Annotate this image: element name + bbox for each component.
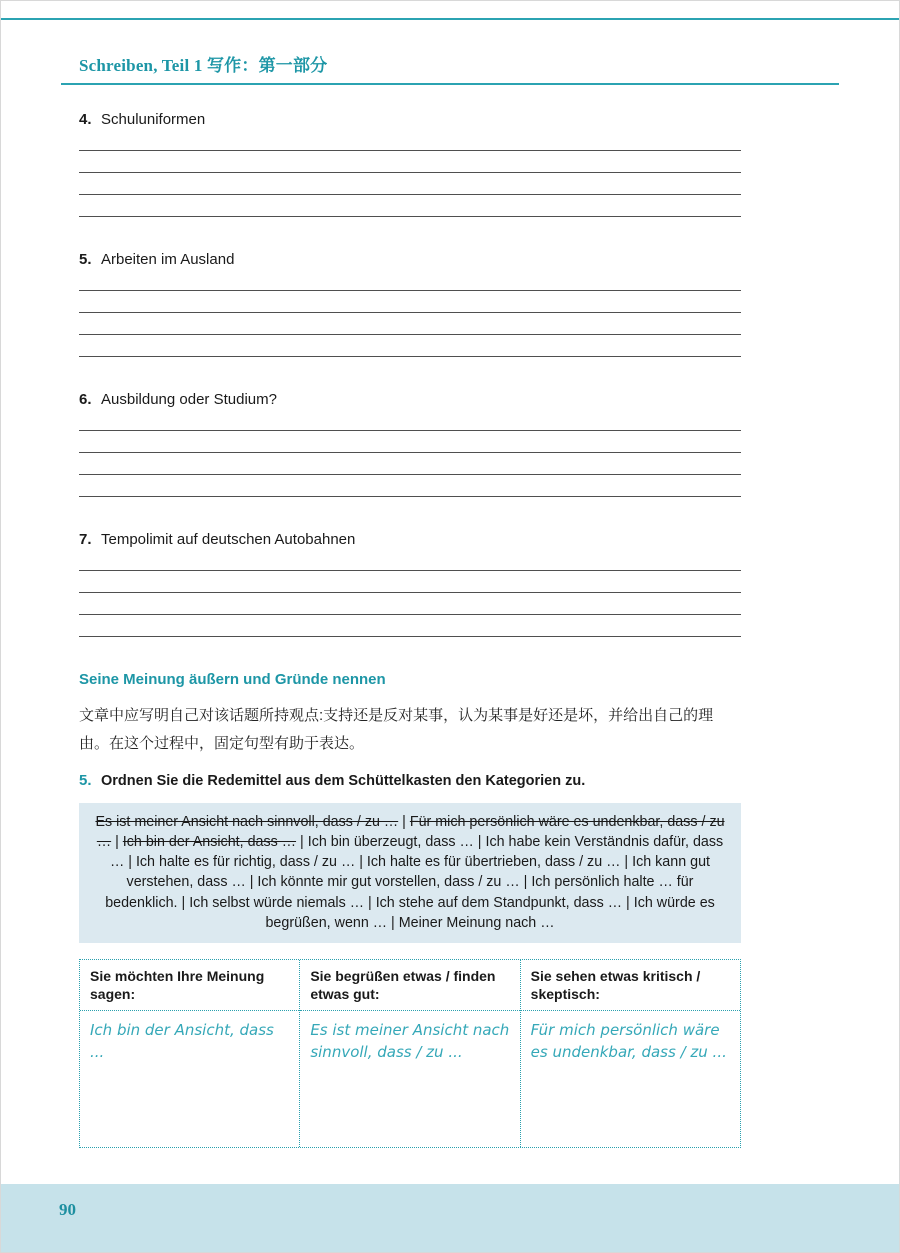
- redemittel-phrase: Ich bin überzeugt, dass …: [307, 833, 474, 850]
- redemittel-phrase: Ich selbst würde niemals …: [189, 894, 365, 911]
- topic-block: [79, 111, 741, 217]
- opinion-section-heading: Seine Meinung äußern und Gründe nennen: [79, 671, 386, 688]
- writing-line: [79, 173, 741, 195]
- page-header: [1, 1, 899, 85]
- chinese-intro-text: 文章中应写明自己对该话题所持观点:支持还是反对某事，认为某事是好还是坏，并给出自己的理由。在这个过程中，固定句型有助于表达。: [79, 707, 714, 752]
- phrase-separator: |: [622, 894, 634, 911]
- phrase-separator: |: [245, 874, 258, 891]
- topic-title: Schuluniformen: [101, 111, 206, 128]
- top-rule: [1, 18, 899, 20]
- writing-line: [79, 269, 741, 291]
- writing-lines: [79, 409, 741, 497]
- topic-block: [79, 531, 741, 637]
- topic-title: Arbeiten im Ausland: [101, 251, 235, 268]
- phrase-separator: |: [111, 833, 123, 850]
- topic-number: 4.: [79, 111, 92, 128]
- topic-label: [79, 111, 741, 129]
- topic-number: 5.: [79, 251, 92, 268]
- category-answer: Für mich persönlich wäre es undenkbar, dass / zu ...: [530, 1020, 727, 1062]
- writing-line: [79, 151, 741, 173]
- category-header: Sie sehen etwas kritisch / skeptisch:: [521, 960, 740, 1010]
- header-underline: [61, 83, 839, 85]
- topics: [79, 111, 741, 637]
- writing-line: [79, 615, 741, 637]
- category-answer: Es ist meiner Ansicht nach sinnvoll, dass / zu ...: [310, 1020, 510, 1062]
- exercise-instruction: Ordnen Sie die Redemittel aus dem Schüttelkasten den Kategorien zu.: [101, 772, 586, 789]
- topic-number: 6.: [79, 391, 92, 408]
- phrase-separator: |: [398, 813, 410, 830]
- section-title: Schreiben, Teil 1 写作：第一部分: [79, 56, 328, 75]
- redemittel-phrase: Ich halte es für richtig, dass / zu …: [135, 854, 356, 871]
- topic-block: [79, 391, 741, 497]
- phrase-separator: |: [355, 854, 367, 871]
- page-content: [79, 111, 741, 1148]
- redemittel-phrase: Ich stehe auf dem Standpunkt, dass …: [375, 894, 623, 911]
- redemittel-phrase: Meiner Meinung nach …: [398, 914, 555, 931]
- page-number: 90: [59, 1200, 76, 1219]
- writing-line: [79, 291, 741, 313]
- footer-band: [1, 1184, 899, 1252]
- topic-title: Tempolimit auf deutschen Autobahnen: [101, 531, 356, 548]
- category-column: [80, 960, 299, 1146]
- phrase-separator: |: [473, 833, 486, 850]
- redemittel-phrase: Ich würde es begrüßen, wenn …: [265, 894, 715, 931]
- redemittel-phrase: Ich persönlich halte … für bedenklich.: [105, 874, 694, 911]
- phrase-separator: |: [519, 874, 532, 891]
- writing-line: [79, 549, 741, 571]
- writing-line: [79, 195, 741, 217]
- writing-lines: [79, 549, 741, 637]
- writing-line: [79, 431, 741, 453]
- writing-line: [79, 453, 741, 475]
- category-column: [299, 960, 519, 1146]
- category-table: [79, 959, 741, 1147]
- phrase-separator: |: [364, 894, 376, 911]
- topic-block: [79, 251, 741, 357]
- writing-line: [79, 129, 741, 151]
- writing-lines: [79, 269, 741, 357]
- phrase-separator: |: [124, 854, 136, 871]
- writing-line: [79, 475, 741, 497]
- redemittel-phrase: Ich kann gut verstehen, dass …: [126, 854, 711, 891]
- writing-line: [79, 313, 741, 335]
- redemittel-phrase: Ich bin der Ansicht, dass …: [122, 833, 297, 850]
- topic-label: [79, 531, 741, 549]
- writing-lines: [79, 129, 741, 217]
- phrase-separator: |: [387, 914, 399, 931]
- topic-title: Ausbildung oder Studium?: [101, 391, 277, 408]
- exercise-instruction-row: [79, 772, 741, 789]
- topic-label: [79, 391, 741, 409]
- writing-line: [79, 335, 741, 357]
- redemittel-phrase: Ich halte es für übertrieben, dass / zu …: [366, 854, 621, 871]
- category-answer: Ich bin der Ansicht, dass ...: [90, 1020, 274, 1062]
- redemittel-phrase: Ich habe kein Verständnis dafür, dass …: [109, 833, 724, 871]
- phrase-separator: |: [620, 854, 633, 871]
- category-header: Sie möchten Ihre Meinung sagen:: [80, 960, 299, 1010]
- writing-line: [79, 571, 741, 593]
- redemittel-phrase: Es ist meiner Ansicht nach sinnvoll, dass / zu …: [95, 813, 399, 830]
- topic-number: 7.: [79, 531, 92, 548]
- exercise-number: 5.: [79, 771, 92, 789]
- phrase-separator: |: [177, 894, 190, 911]
- topic-label: [79, 251, 741, 269]
- writing-line: [79, 593, 741, 615]
- phrase-separator: |: [296, 833, 308, 850]
- redemittel-phrase: Ich könnte mir gut vorstellen, dass / zu …: [257, 874, 520, 891]
- category-column: [520, 960, 740, 1146]
- category-header: Sie begrüßen etwas / finden etwas gut:: [300, 960, 519, 1010]
- writing-line: [79, 409, 741, 431]
- wordbox: [79, 803, 741, 944]
- redemittel-phrase: Für mich persönlich wäre es undenkbar, dass / zu …: [96, 813, 725, 850]
